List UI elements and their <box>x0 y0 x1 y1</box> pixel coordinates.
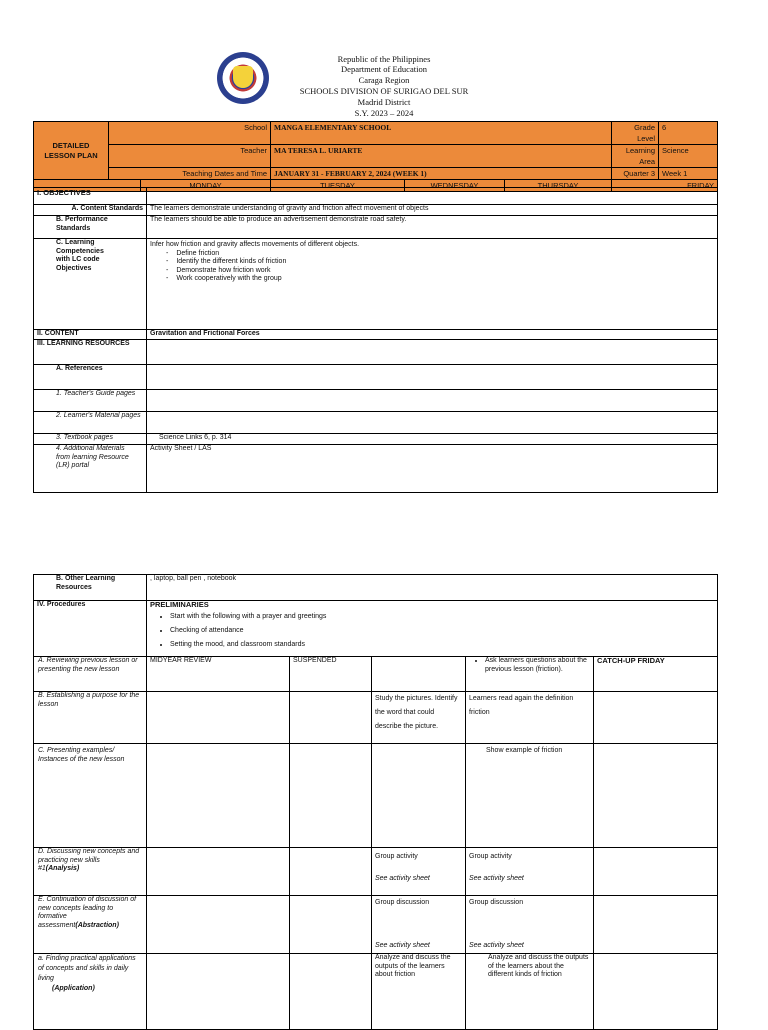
teacher-label: Teacher <box>109 145 271 168</box>
teacher-value: MA TERESA L. URIARTE <box>271 145 612 168</box>
procedure-c-tuesday <box>290 744 372 848</box>
procedure-application-friday <box>594 954 718 1030</box>
procedure-e-thursday-note: See activity sheet <box>469 941 524 949</box>
procedure-label-e-tag: (Abstraction) <box>75 921 119 929</box>
learners-material-label: 2. Learner's Material pages <box>34 412 147 434</box>
procedure-label-d: D. Discussing new concepts and practicing new skills #1 <box>38 848 140 872</box>
preliminaries-title: PRELIMINARIES <box>150 600 209 609</box>
procedure-application-tuesday <box>290 954 372 1030</box>
procedure-b-thursday: Learners read again the definition friction <box>466 692 594 744</box>
competency-item: - Identify the different kinds of friction <box>178 258 714 267</box>
procedure-c-thursday: Show example of friction <box>466 744 594 848</box>
header-line-republic: Republic of the Philippines <box>337 54 431 64</box>
procedure-label-b: B. Establishing a purpose for the lesson <box>34 692 147 744</box>
procedure-label-c: C. Presenting examples/ Instances of the new lesson <box>34 744 147 848</box>
procedure-application-wednesday: Analyze and discuss the outputs of the learners about friction <box>372 954 466 1030</box>
objectives-table <box>33 187 718 493</box>
competencies-intro: Infer how friction and gravity affects movements of different objects. <box>150 241 360 248</box>
procedure-e-friday <box>594 896 718 954</box>
lesson-info-table <box>33 121 718 192</box>
day-thursday: THURSDAY <box>505 180 612 192</box>
procedure-b-friday <box>594 692 718 744</box>
school-value: MANGA ELEMENTARY SCHOOL <box>271 122 612 145</box>
teachers-guide-label: 1. Teacher's Guide pages <box>34 390 147 412</box>
references-label: A. References <box>34 365 147 390</box>
procedures-heading: IV. Procedures <box>34 601 147 657</box>
procedure-d-thursday: Group activity <box>469 853 512 860</box>
textbook-pages-label: 3. Textbook pages <box>34 434 147 445</box>
procedure-a-tuesday: SUSPENDED <box>290 657 372 692</box>
preliminary-item: • Checking of attendance <box>170 624 714 638</box>
content-standards-label: A. Content Standards <box>34 205 147 216</box>
procedure-label-application: a. Finding practical applications of concepts and skills in daily living <box>38 955 136 982</box>
competency-item: - Define friction <box>178 250 714 259</box>
procedure-d-friday <box>594 848 718 896</box>
competency-item: - Demonstrate how friction work <box>178 267 714 276</box>
procedure-a-thursday: • Ask learners questions about the previous lesson (friction). <box>485 657 590 674</box>
procedure-label-a: A. Reviewing previous lesson or presenting the new lesson <box>34 657 147 692</box>
learning-competencies-label: C. Learning Competencies with LC code Objectives <box>34 239 147 330</box>
learners-material-value <box>147 412 718 434</box>
day-monday: MONDAY <box>141 180 271 192</box>
procedure-e-monday <box>147 896 290 954</box>
textbook-pages-value: Science Links 6, p. 314 <box>147 434 718 445</box>
quarter-label: Quarter 3 <box>612 168 659 180</box>
procedure-b-monday <box>147 692 290 744</box>
day-friday: FRIDAY <box>612 180 718 192</box>
procedure-label-application-tag: (Application) <box>52 985 95 992</box>
procedure-b-wednesday: Study the pictures. Identify the word that could describe the picture. <box>372 692 466 744</box>
procedure-d-tuesday <box>290 848 372 896</box>
procedure-label-e: E. Continuation of discussion of new concepts leading to formative assessment <box>38 896 137 929</box>
procedure-a-friday: CATCH-UP FRIDAY <box>594 657 718 692</box>
procedure-d-wednesday-note: See activity sheet <box>375 874 430 882</box>
header-line-region: Caraga Region <box>358 75 410 85</box>
quarter-value: Week 1 <box>659 168 718 180</box>
content-heading: II. CONTENT <box>34 330 147 340</box>
procedure-c-wednesday <box>372 744 466 848</box>
school-label: School <box>109 122 271 145</box>
header-line-division: SCHOOLS DIVISION OF SURIGAO DEL SUR <box>299 86 469 96</box>
procedure-d-thursday-note: See activity sheet <box>469 874 524 882</box>
procedure-application-thursday: Analyze and discuss the outputs of the learners about the different kinds of friction <box>466 954 594 1030</box>
preliminary-item: • Start with the following with a prayer and greetings <box>170 610 714 624</box>
procedure-e-thursday: Group discussion <box>469 899 524 906</box>
day-tuesday: TUESDAY <box>271 180 405 192</box>
procedure-c-friday <box>594 744 718 848</box>
grade-label: Grade Level <box>612 122 659 145</box>
procedure-e-tuesday <box>290 896 372 954</box>
grade-value: 6 <box>659 122 718 145</box>
procedures-table <box>33 574 718 1030</box>
content-standards-value: The learners demonstrate understanding of gravity and friction affect movement of objects <box>147 205 718 216</box>
procedure-e-wednesday-note: See activity sheet <box>375 941 430 949</box>
other-resources-value: , laptop, ball pen , notebook <box>147 575 718 601</box>
additional-materials-label: 4. Additional Materials from learning Resource (LR) portal <box>34 445 147 493</box>
performance-standards-value: The learners should be able to produce an advertisement demonstrate road safety. <box>147 216 718 239</box>
dates-label: Teaching Dates and Time <box>109 168 271 180</box>
header-line-department: Department of Education <box>341 64 427 74</box>
header-line-school-year: S.Y. 2023 – 2024 <box>354 108 414 118</box>
teachers-guide-value <box>147 390 718 412</box>
other-resources-label: B. Other Learning Resources <box>34 575 147 601</box>
procedure-b-tuesday <box>290 692 372 744</box>
competency-item: - Work cooperatively with the group <box>178 275 714 284</box>
learning-resources-heading: III. LEARNING RESOURCES <box>34 340 147 365</box>
preliminaries-list <box>150 610 714 652</box>
procedure-d-monday <box>147 848 290 896</box>
dates-value: JANUARY 31 - FEBRUARY 2, 2024 (WEEK 1) <box>271 168 612 180</box>
area-value: Science <box>659 145 718 168</box>
procedure-d-wednesday: Group activity <box>375 853 418 860</box>
procedure-e-wednesday: Group discussion <box>375 899 430 906</box>
procedure-a-wednesday <box>372 657 466 692</box>
plan-title: DETAILED LESSON PLAN <box>34 122 109 180</box>
day-wednesday: WEDNESDAY <box>405 180 505 192</box>
preliminary-item: • Setting the mood, and classroom standards <box>170 638 714 652</box>
competencies-list <box>150 250 714 284</box>
procedure-c-monday <box>147 744 290 848</box>
area-label: Learning Area <box>612 145 659 168</box>
header-line-district: Madrid District <box>357 97 411 107</box>
performance-standards-label: B. Performance Standards <box>34 216 147 239</box>
procedure-application-monday <box>147 954 290 1030</box>
objectives-heading: I. OBJECTIVES <box>34 188 147 205</box>
procedure-label-d-tag: (Analysis) <box>45 865 80 872</box>
additional-materials-value: Activity Sheet / LAS <box>147 445 718 493</box>
content-value: Gravitation and Frictional Forces <box>147 330 718 340</box>
procedure-a-monday: MIDYEAR REVIEW <box>147 657 290 692</box>
